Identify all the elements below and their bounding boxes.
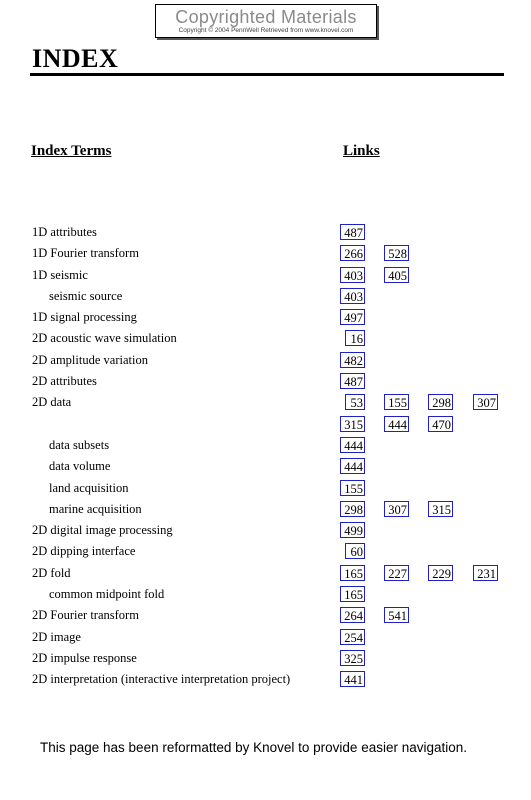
index-term: 2D impulse response bbox=[32, 650, 137, 665]
index-row bbox=[0, 627, 531, 648]
page-link[interactable]: 444 bbox=[340, 437, 365, 453]
page-link[interactable]: 298 bbox=[428, 394, 453, 410]
page-link[interactable]: 528 bbox=[384, 245, 409, 261]
index-row bbox=[0, 222, 531, 243]
index-subterm: land acquisition bbox=[49, 480, 129, 495]
page-link[interactable]: 60 bbox=[345, 543, 365, 559]
index-term: 2D interpretation (interactive interpretation project) bbox=[32, 672, 291, 687]
page-link[interactable]: 53 bbox=[345, 394, 365, 410]
index-row bbox=[0, 669, 531, 690]
page-link[interactable]: 441 bbox=[340, 671, 365, 687]
page-link[interactable]: 444 bbox=[384, 416, 409, 432]
page-link[interactable]: 470 bbox=[428, 416, 453, 432]
page-link[interactable]: 227 bbox=[384, 565, 409, 581]
page-link[interactable]: 165 bbox=[340, 586, 365, 602]
page-link[interactable]: 155 bbox=[340, 480, 365, 496]
page-link[interactable]: 266 bbox=[340, 245, 365, 261]
page-link[interactable]: 482 bbox=[340, 352, 365, 368]
page-link[interactable]: 499 bbox=[340, 522, 365, 538]
index-subterm: data volume bbox=[49, 459, 111, 474]
index-row bbox=[0, 328, 531, 349]
index-term: 2D dipping interface bbox=[32, 544, 136, 559]
links-header: Links bbox=[343, 143, 380, 159]
title-rule bbox=[30, 73, 504, 76]
page-link[interactable]: 444 bbox=[340, 458, 365, 474]
index-entries bbox=[0, 222, 531, 691]
index-row bbox=[0, 371, 531, 392]
page-link[interactable]: 254 bbox=[340, 629, 365, 645]
page-link[interactable]: 541 bbox=[384, 607, 409, 623]
index-row bbox=[0, 243, 531, 264]
index-row bbox=[0, 392, 531, 413]
index-row bbox=[0, 350, 531, 371]
page-link[interactable]: 315 bbox=[340, 416, 365, 432]
copyright-banner bbox=[155, 4, 377, 38]
index-subterm: common midpoint fold bbox=[49, 587, 165, 602]
index-row bbox=[0, 265, 531, 286]
index-term: 2D Fourier transform bbox=[32, 608, 139, 623]
index-row bbox=[0, 605, 531, 626]
page-link[interactable]: 315 bbox=[428, 501, 453, 517]
index-term: 2D digital image processing bbox=[32, 523, 173, 538]
index-row bbox=[0, 286, 531, 307]
page-link[interactable]: 298 bbox=[340, 501, 365, 517]
index-row bbox=[0, 563, 531, 584]
index-term: 1D seismic bbox=[32, 267, 88, 282]
page-link[interactable]: 264 bbox=[340, 607, 365, 623]
index-row bbox=[0, 584, 531, 605]
page-link[interactable]: 307 bbox=[384, 501, 409, 517]
index-row bbox=[0, 648, 531, 669]
page-link[interactable]: 487 bbox=[340, 224, 365, 240]
footer-note: This page has been reformatted by Knovel to provide easier navigation. bbox=[40, 740, 468, 755]
page-title: INDEX bbox=[32, 44, 119, 73]
index-term: 2D data bbox=[32, 395, 72, 410]
page-link[interactable]: 325 bbox=[340, 650, 365, 666]
index-term: 1D attributes bbox=[32, 225, 97, 239]
index-row bbox=[0, 541, 531, 562]
page-link[interactable]: 403 bbox=[340, 267, 365, 283]
index-row bbox=[0, 499, 531, 520]
index-term: 1D signal processing bbox=[32, 310, 137, 325]
page-link[interactable]: 403 bbox=[340, 288, 365, 304]
index-row bbox=[0, 478, 531, 499]
index-row bbox=[0, 307, 531, 328]
index-term: 2D amplitude variation bbox=[32, 352, 148, 367]
banner-title: Copyrighted Materials bbox=[175, 7, 357, 27]
index-term: 2D attributes bbox=[32, 374, 97, 389]
index-row bbox=[0, 456, 531, 477]
index-term: 2D acoustic wave simulation bbox=[32, 331, 177, 346]
index-term: 2D fold bbox=[32, 565, 71, 580]
index-row bbox=[0, 520, 531, 541]
page-link[interactable]: 405 bbox=[384, 267, 409, 283]
page-link[interactable]: 231 bbox=[473, 565, 498, 581]
index-subterm: seismic source bbox=[49, 288, 123, 303]
index-subterm: marine acquisition bbox=[49, 501, 142, 516]
page-link[interactable]: 16 bbox=[345, 330, 365, 346]
index-subterm: data subsets bbox=[49, 437, 110, 452]
index-term: 1D Fourier transform bbox=[32, 246, 139, 261]
page-link[interactable]: 487 bbox=[340, 373, 365, 389]
page-link[interactable]: 155 bbox=[384, 394, 409, 410]
page-link[interactable]: 307 bbox=[473, 394, 498, 410]
index-terms-header: Index Terms bbox=[31, 143, 112, 159]
index-term: 2D image bbox=[32, 629, 81, 644]
page-link[interactable]: 165 bbox=[340, 565, 365, 581]
page-link[interactable]: 497 bbox=[340, 309, 365, 325]
page-link[interactable]: 229 bbox=[428, 565, 453, 581]
index-row bbox=[0, 435, 531, 456]
index-row bbox=[0, 414, 531, 435]
banner-subtitle: Copyright © 2004 PennWell Retrieved from www.knovel.com bbox=[178, 27, 354, 34]
